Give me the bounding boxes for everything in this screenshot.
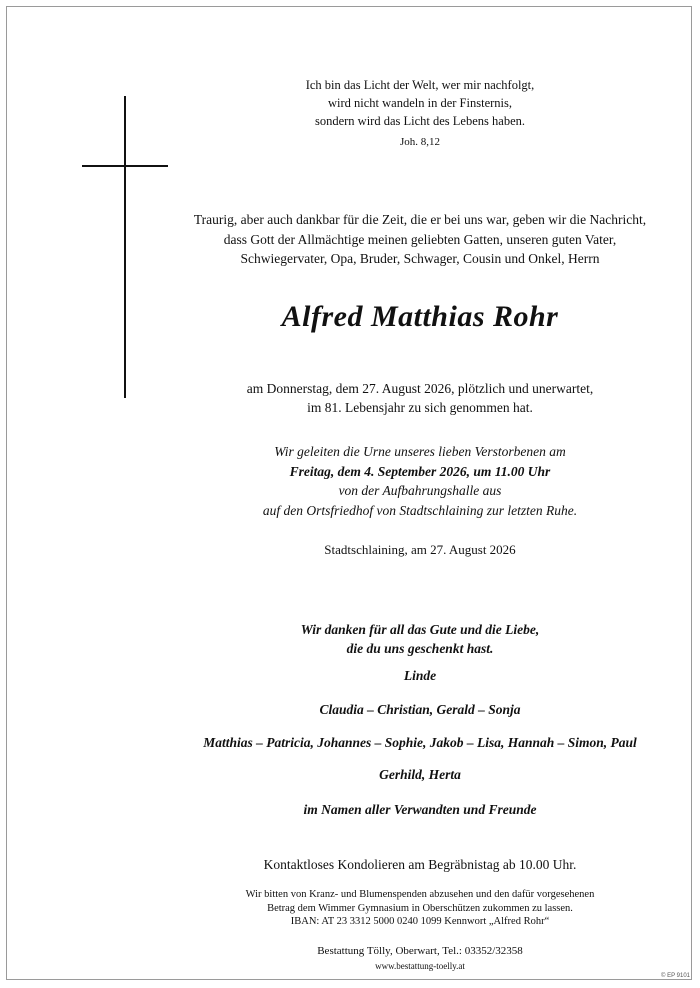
- donation-line: Betrag dem Wimmer Gymnasium in Oberschützen zukommen zu lassen.: [267, 902, 573, 914]
- form-code: © EP 9101: [661, 973, 690, 979]
- cross-icon-crossbar: [82, 165, 168, 167]
- verse-reference: Joh. 8,12: [399, 136, 441, 148]
- intro-line: dass Gott der Allmächtige meinen geliebten Gatten, unseren guten Vater,: [223, 231, 617, 247]
- funeral-date: Freitag, dem 4. September 2026, um 11.00 Uhr: [289, 463, 551, 479]
- verse-line: Ich bin das Licht der Welt, wer mir nachfolgt,: [305, 78, 535, 92]
- condolence-notice: Kontaktloses Kondolieren am Begräbnistag ab 10.00 Uhr.: [263, 857, 577, 872]
- donation-iban: IBAN: AT 23 3312 5000 0240 1099 Kennwort „Alfred Rohr“: [290, 916, 550, 927]
- thanks-line: Wir danken für all das Gute und die Liebe,: [300, 622, 540, 637]
- announcement-intro: [170, 210, 670, 269]
- death-line: im 81. Lebensjahr zu sich genommen hat.: [307, 400, 533, 415]
- bible-verse: [170, 76, 670, 130]
- thanks-message: [170, 620, 670, 658]
- funeral-line: von der Aufbahrungshalle aus: [338, 483, 502, 498]
- intro-line: Schwiegervater, Opa, Bruder, Schwager, Cousin und Onkel, Herrn: [240, 251, 600, 266]
- donation-line: Wir bitten von Kranz- und Blumenspenden abzusehen und den dafür vorgesehenen: [245, 889, 595, 900]
- death-notice: [170, 379, 670, 417]
- family-relatives: im Namen aller Verwandten und Freunde: [303, 802, 537, 817]
- verse-line: sondern wird das Licht des Lebens haben.: [314, 114, 525, 128]
- donation-notice: [170, 888, 670, 929]
- family-grandchildren: Matthias – Patricia, Johannes – Sophie, Jakob – Lisa, Hannah – Simon, Paul: [203, 735, 637, 750]
- family-siblings: Gerhild, Herta: [379, 767, 461, 782]
- thanks-line: die du uns geschenkt hast.: [346, 641, 494, 656]
- verse-line: wird nicht wandeln in der Finsternis,: [328, 96, 512, 110]
- deceased-name: Alfred Matthias Rohr: [281, 300, 559, 333]
- funeral-line: Wir geleiten die Urne unseres lieben Verstorbenen am: [274, 444, 566, 459]
- place-and-date: Stadtschlaining, am 27. August 2026: [324, 542, 516, 557]
- death-line: am Donnerstag, dem 27. August 2026, plötzlich und unerwartet,: [246, 381, 594, 396]
- intro-line: Traurig, aber auch dankbar für die Zeit, die er bei uns war, geben wir die Nachricht,: [193, 212, 647, 227]
- cross-icon: [124, 96, 126, 398]
- funeral-home-name: Bestattung Tölly, Oberwart, Tel.: 03352/32358: [317, 945, 523, 957]
- funeral-line: auf den Ortsfriedhof von Stadtschlaining zur letzten Ruhe.: [262, 502, 578, 518]
- family-spouse: Linde: [403, 668, 437, 683]
- funeral-details: [170, 442, 670, 520]
- family-children: Claudia – Christian, Gerald – Sonja: [319, 702, 521, 717]
- funeral-home-website: www.bestattung-toelly.at: [375, 961, 465, 971]
